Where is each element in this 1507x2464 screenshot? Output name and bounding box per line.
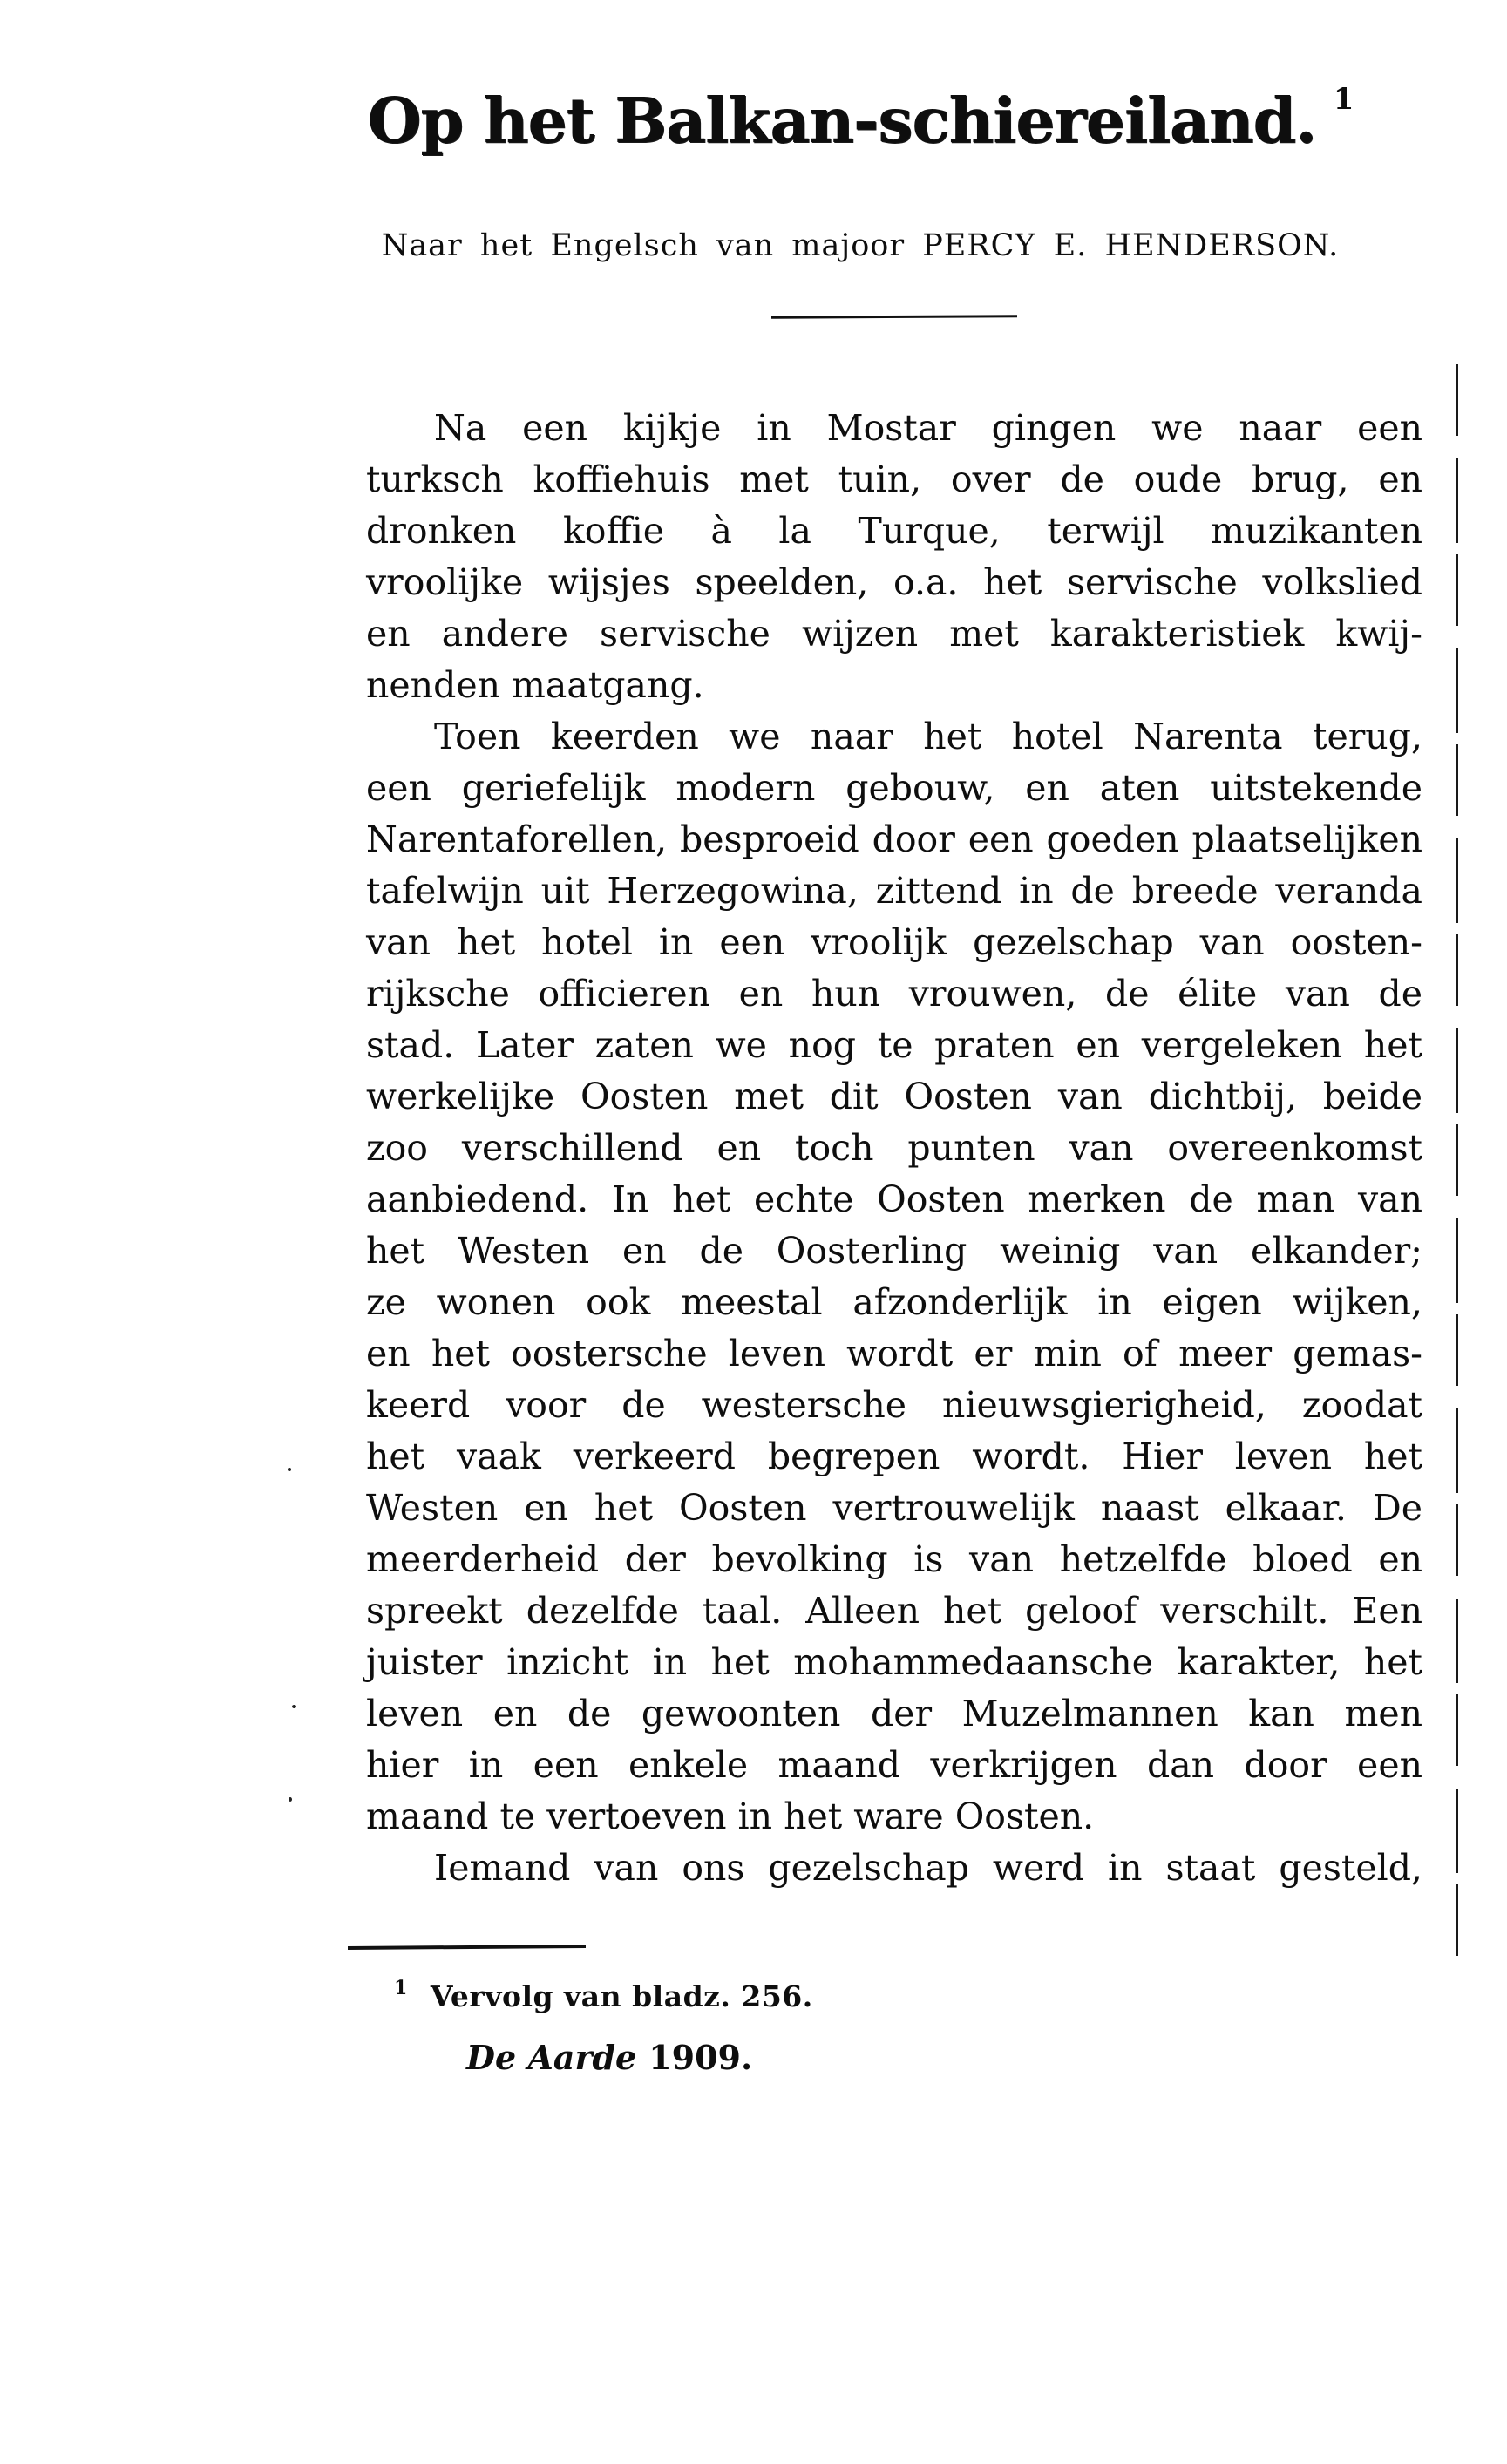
ink-speck <box>289 1797 292 1802</box>
text-line: nenden maatgang. <box>366 664 704 706</box>
text-line: turksch koffiehuis met tuin, over de oude brug, en <box>366 458 1422 500</box>
text-line: rijksche officieren en hun vrouwen, de élite van de <box>366 973 1422 1015</box>
text-line: leven en de gewoonten der Muzelmannen kan men <box>366 1693 1422 1734</box>
text-line: tafelwijn uit Herzegowina, zittend in de breede veranda <box>366 870 1422 912</box>
text-line: aanbiedend. In het echte Oosten merken de man van <box>366 1178 1422 1220</box>
source-year: 1909. <box>648 2038 753 2077</box>
text-line: Na een kijkje in Mostar gingen we naar een <box>434 407 1422 449</box>
page-edge-scan-line <box>1456 364 1458 1977</box>
text-line: en andere servische wijzen met karakteristiek kwij- <box>366 613 1422 655</box>
text-line: juister inzicht in het mohammedaansche karakter, het <box>366 1641 1422 1683</box>
text-line: het Westen en de Oosterling weinig van elkander; <box>366 1230 1422 1272</box>
text-line: dronken koffie à la Turque, terwijl muzikanten <box>366 510 1422 552</box>
text-line: keerd voor de westersche nieuwsgierigheid, zoodat <box>366 1384 1422 1426</box>
ink-speck <box>292 1705 296 1708</box>
page-title <box>324 82 1396 157</box>
text-line: maand te vertoeven in het ware Oosten. <box>366 1795 1095 1837</box>
ink-speck <box>288 1468 291 1471</box>
source-title: De Aarde <box>466 2038 637 2077</box>
text-line: Iemand van ons gezelschap werd in staat gesteld, <box>434 1847 1422 1889</box>
text-line: spreekt dezelfde taal. Alleen het geloof verschilt. Een <box>366 1590 1422 1632</box>
page-subtitle: Naar het Engelsch van majoor PERCY E. HENDERSON. <box>381 228 1340 263</box>
text-line: vroolijke wijsjes speelden, o.a. het servische volkslied <box>366 561 1422 603</box>
text-line: Toen keerden we naar het hotel Narenta terug, <box>434 716 1422 757</box>
body-text <box>366 403 1422 1894</box>
title-footnote-ref: 1 <box>1333 82 1354 117</box>
text-line: zoo verschillend en toch punten van overeenkomst <box>366 1127 1422 1169</box>
text-line: hier in een enkele maand verkrijgen dan door een <box>366 1744 1422 1786</box>
title-text: Op het Balkan-schiereiland. <box>367 84 1316 157</box>
text-line: stad. Later zaten we nog te praten en vergeleken het <box>366 1024 1422 1066</box>
source-line <box>466 2038 752 2077</box>
text-line: Westen en het Oosten vertrouwelijk naast elkaar. De <box>366 1487 1422 1529</box>
text-line: meerderheid der bevolking is van hetzelfde bloed en <box>366 1538 1422 1580</box>
text-line: het vaak verkeerd begrepen wordt. Hier leven het <box>366 1436 1422 1477</box>
footnote <box>394 1977 813 2013</box>
text-line: van het hotel in een vroolijk gezelschap van oosten- <box>366 921 1422 963</box>
section-divider <box>771 315 1017 318</box>
footnote-ref: 1 <box>394 1977 408 1999</box>
footnote-text: Vervolg van bladz. 256. <box>430 1979 813 2013</box>
footnote-rule <box>348 1945 586 1950</box>
text-line: ze wonen ook meestal afzonderlijk in eigen wijken, <box>366 1281 1422 1323</box>
text-line: Narentaforellen, besproeid door een goeden plaatselijken <box>366 818 1422 860</box>
text-line: een geriefelijk modern gebouw, en aten uitstekende <box>366 767 1422 809</box>
text-line: werkelijke Oosten met dit Oosten van dichtbij, beide <box>366 1076 1422 1117</box>
text-line: en het oostersche leven wordt er min of meer gemas- <box>366 1333 1422 1375</box>
